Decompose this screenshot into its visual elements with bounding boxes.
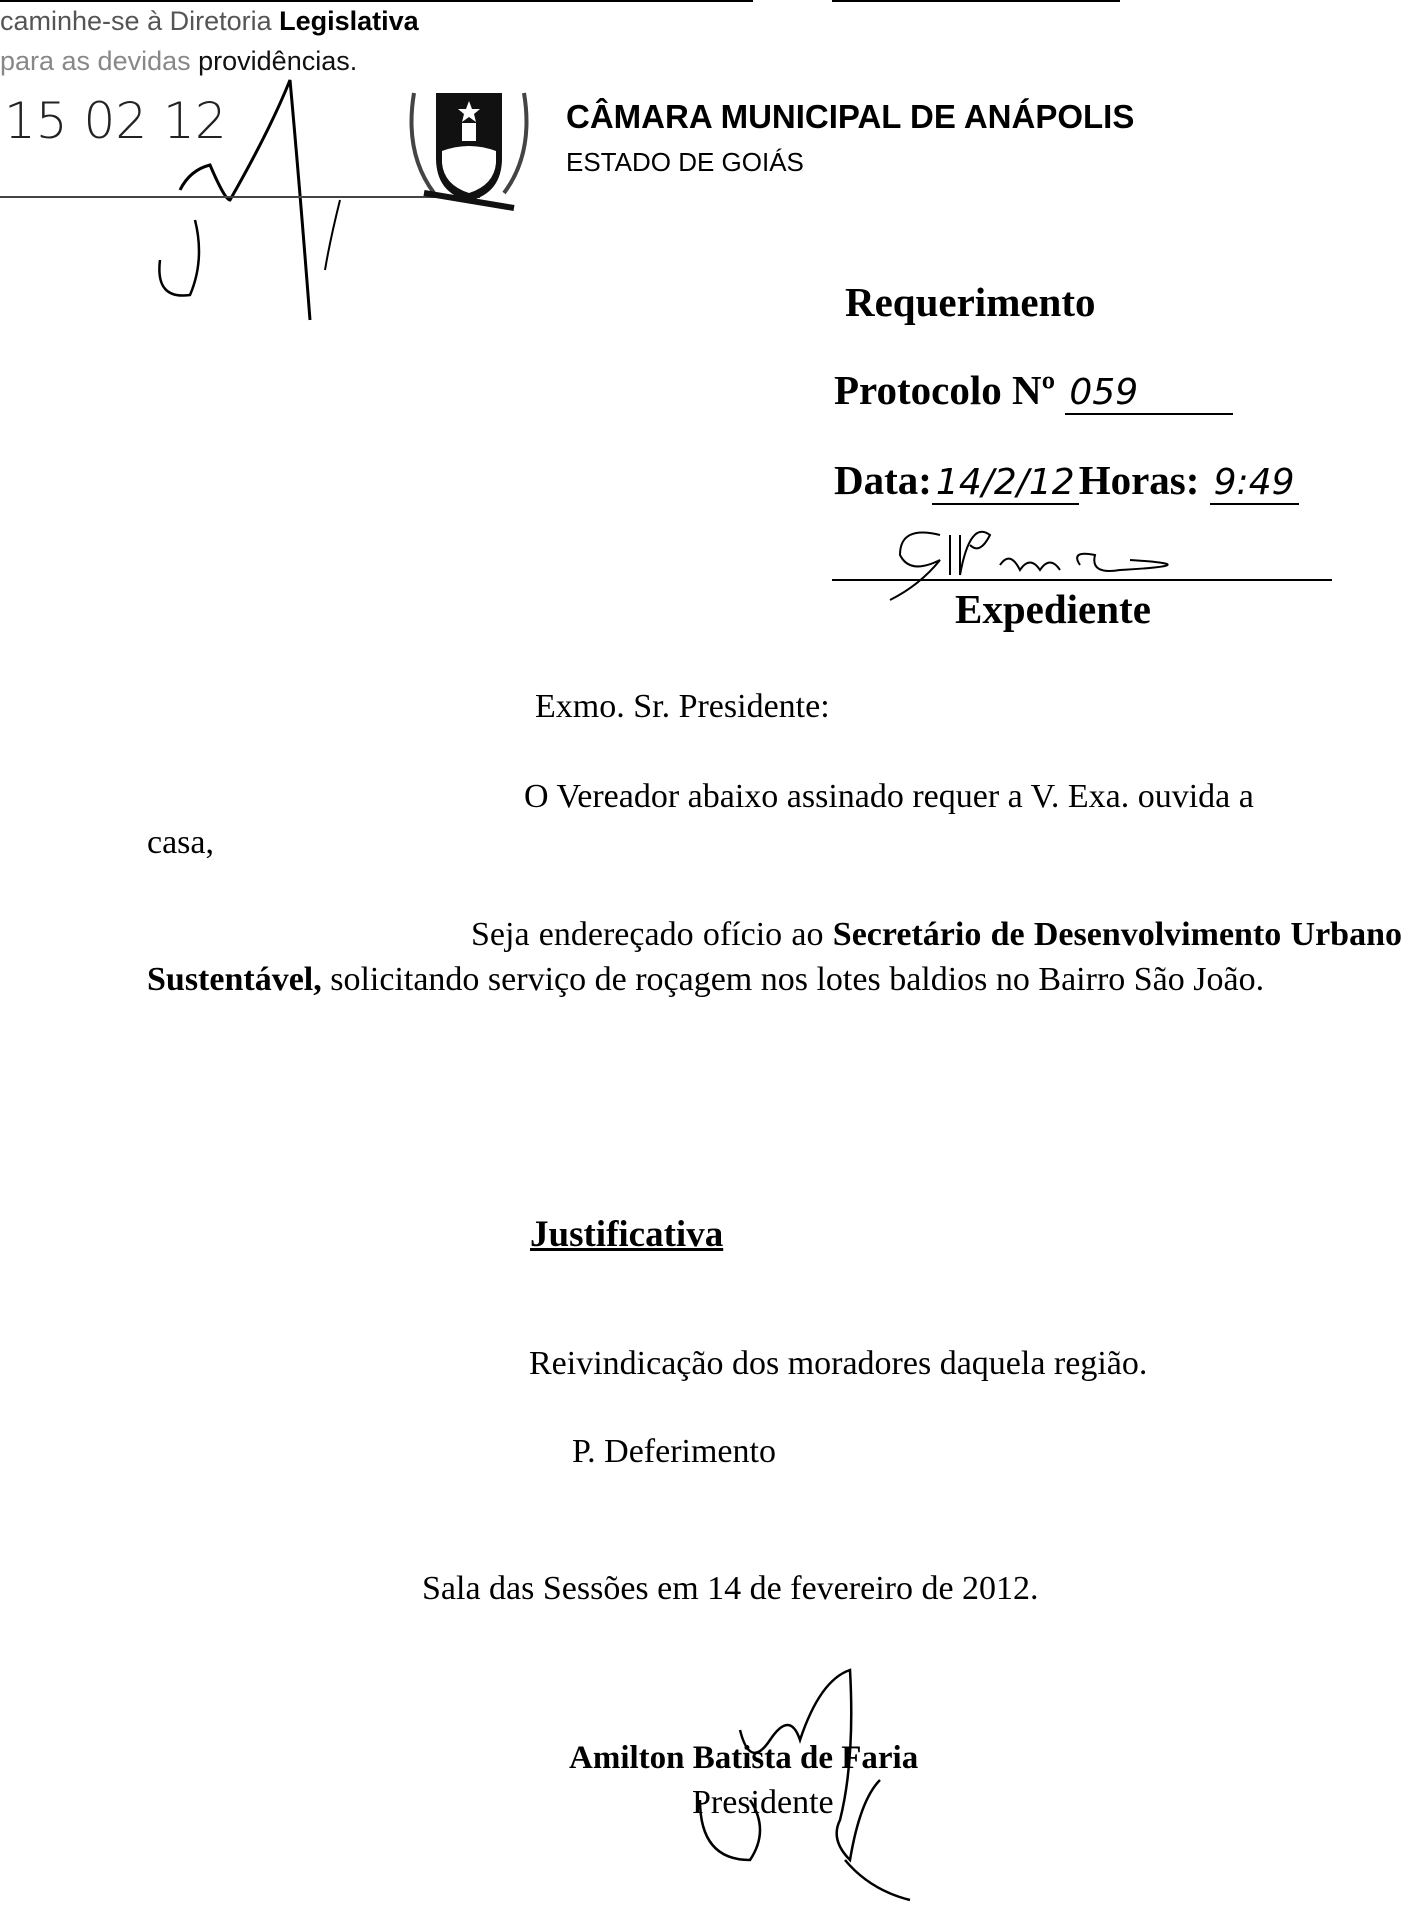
request-recipient: Secretário de Desenvolvimento Urbano Sustentável, <box>147 916 1402 998</box>
hours-label: Horas: <box>1078 457 1200 503</box>
stamp-signature-icon <box>150 70 400 340</box>
top-rule-left <box>0 0 753 2</box>
stamp-line-1 <box>0 6 419 37</box>
date-label: Data: <box>834 457 932 503</box>
protocol-date-row <box>834 456 1299 505</box>
request-paragraph <box>147 912 1402 1002</box>
date-value: 14/2/12 <box>932 462 1079 505</box>
protocol-number-row <box>834 366 1233 415</box>
protocol-number-label: Protocolo Nº <box>834 367 1056 413</box>
signer-name: Amilton Batista de Faria <box>569 1740 919 1776</box>
justification-text: Reivindicação dos moradores daquela região. <box>529 1345 1148 1382</box>
municipal-crest-icon <box>404 73 534 223</box>
stamp-faded-text-2: para as devidas <box>0 46 191 76</box>
signature-section-label: Expediente <box>955 586 1151 632</box>
intro-continuation: casa, <box>147 824 215 861</box>
intro-text: O Vereador abaixo assinado requer a V. Exa. ouvida a <box>524 778 1254 815</box>
document-title: Requerimento <box>845 279 1096 325</box>
stamp-handwritten-date: 15 02 12 <box>4 92 227 150</box>
protocol-number-value: 059 <box>1065 372 1233 415</box>
closing: P. Deferimento <box>572 1433 776 1470</box>
hours-value: 9:49 <box>1210 462 1299 505</box>
justification-heading: Justificativa <box>530 1214 724 1255</box>
place-date: Sala das Sessões em 14 de fevereiro de 2012. <box>422 1570 1039 1607</box>
stamp-faded-text: caminhe-se à Diretoria <box>0 6 272 36</box>
request-text-pre: Seja endereçado ofício ao <box>471 916 833 953</box>
request-text-post: solicitando serviço de roçagem nos lotes baldios no Bairro São João. <box>321 961 1265 998</box>
signature-line <box>832 579 1332 581</box>
signer-role: Presidente <box>692 1784 834 1821</box>
state-name: ESTADO DE GOIÁS <box>566 147 804 177</box>
salutation: Exmo. Sr. Presidente: <box>535 688 830 725</box>
organization-name: CÂMARA MUNICIPAL DE ANÁPOLIS <box>566 98 1135 135</box>
stamp-bold-text: Legislativa <box>279 6 419 36</box>
stamp-providencias: providências. <box>198 46 358 76</box>
top-rule-right <box>832 0 1120 2</box>
